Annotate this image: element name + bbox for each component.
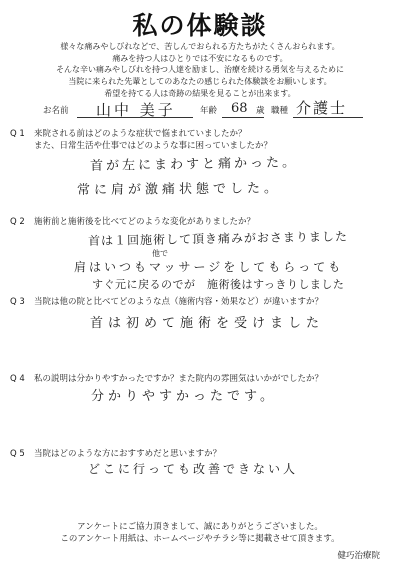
footer-line: アンケートにご協力頂きまして、誠にありがとうございました。 (77, 522, 323, 532)
question-text: 施術前と施術後を比べてどのような変化がありましたか？ (34, 217, 256, 227)
age-value: 68 (231, 101, 248, 116)
page-title: 私の体験談 (132, 11, 268, 40)
footer-text (0, 521, 400, 545)
question-number: Q 3 (10, 297, 25, 307)
question-4 (10, 373, 323, 385)
question-number: Q 1 (10, 129, 25, 139)
answer-2-line-1: 首は１回施術して頂き痛みがおさまりました (87, 229, 349, 248)
answer-5-line-1: どこに行っても改善できない人 (88, 462, 299, 476)
answer-4-line-1: 分かりやすかったです。 (91, 389, 277, 404)
question-5 (10, 448, 221, 460)
question-3 (10, 296, 323, 308)
intro-line: 様々な痛みやしびれなどで、苦しんでおられる方たちがたくさんおられます。 (60, 42, 340, 51)
question-number: Q 4 (10, 374, 25, 384)
age-underline (222, 117, 264, 118)
name-value: 山中 美子 (96, 101, 176, 119)
question-text: 当院はどのような方におすすめだと思いますか？ (34, 449, 222, 459)
answer-2-insertion: 他で (152, 249, 168, 258)
answer-1-line-2: 常に肩が激痛状態でした。 (76, 181, 282, 198)
age-unit: 歳 (256, 106, 265, 116)
question-text: 当院は他の院と比べてどのような点（施術内容・効果など）が違いますか？ (34, 297, 324, 307)
intro-text (30, 41, 370, 100)
question-2 (10, 216, 255, 228)
intro-line: そんな辛い痛みやしびれを持つ人達を励まし、治療を続ける勇気を与えるために (56, 65, 344, 75)
answer-2-line-3: すぐ元に戻るのでが 施術後はすっきりしました (92, 278, 345, 291)
clinic-name: 健巧治療院 (337, 551, 380, 561)
question-1 (10, 128, 272, 152)
answer-3-line-1: 首は初めて施術を受けました (90, 316, 325, 331)
intro-line: 痛みを持つ人はひとりでは不安になるものです。 (112, 53, 288, 63)
answer-2-line-2: 肩はいつもマッサージをしてもらっても (74, 260, 344, 274)
age-label: 年齢 (200, 106, 218, 116)
intro-line: 希望を持てる人は奇跡の結果を見ることが出来ます。 (104, 88, 296, 98)
intro-line: 当院に来られた先輩としてのあなたの感じられた体験談をお願いします。 (68, 77, 332, 87)
name-label: お名前 (43, 106, 69, 116)
question-number: Q 2 (10, 217, 25, 227)
question-text: 私の説明は分かりやすかったですか？また院内の雰囲気はいかがでしたか？ (34, 374, 324, 384)
footer-line: このアンケート用紙は、ホームページやチラシ等に掲載させて頂きます。 (60, 534, 340, 544)
question-text: 来院される前はどのような症状で悩まれていましたか？ (34, 129, 247, 139)
question-number: Q 5 (10, 449, 25, 459)
answer-1-line-1: 首が左にまわすと痛かった。 (89, 155, 299, 174)
job-value: 介護士 (296, 99, 348, 117)
question-text: また、日常生活や仕事ではどのような事に困っていましたか？ (34, 141, 273, 151)
job-label: 職種 (271, 106, 289, 116)
